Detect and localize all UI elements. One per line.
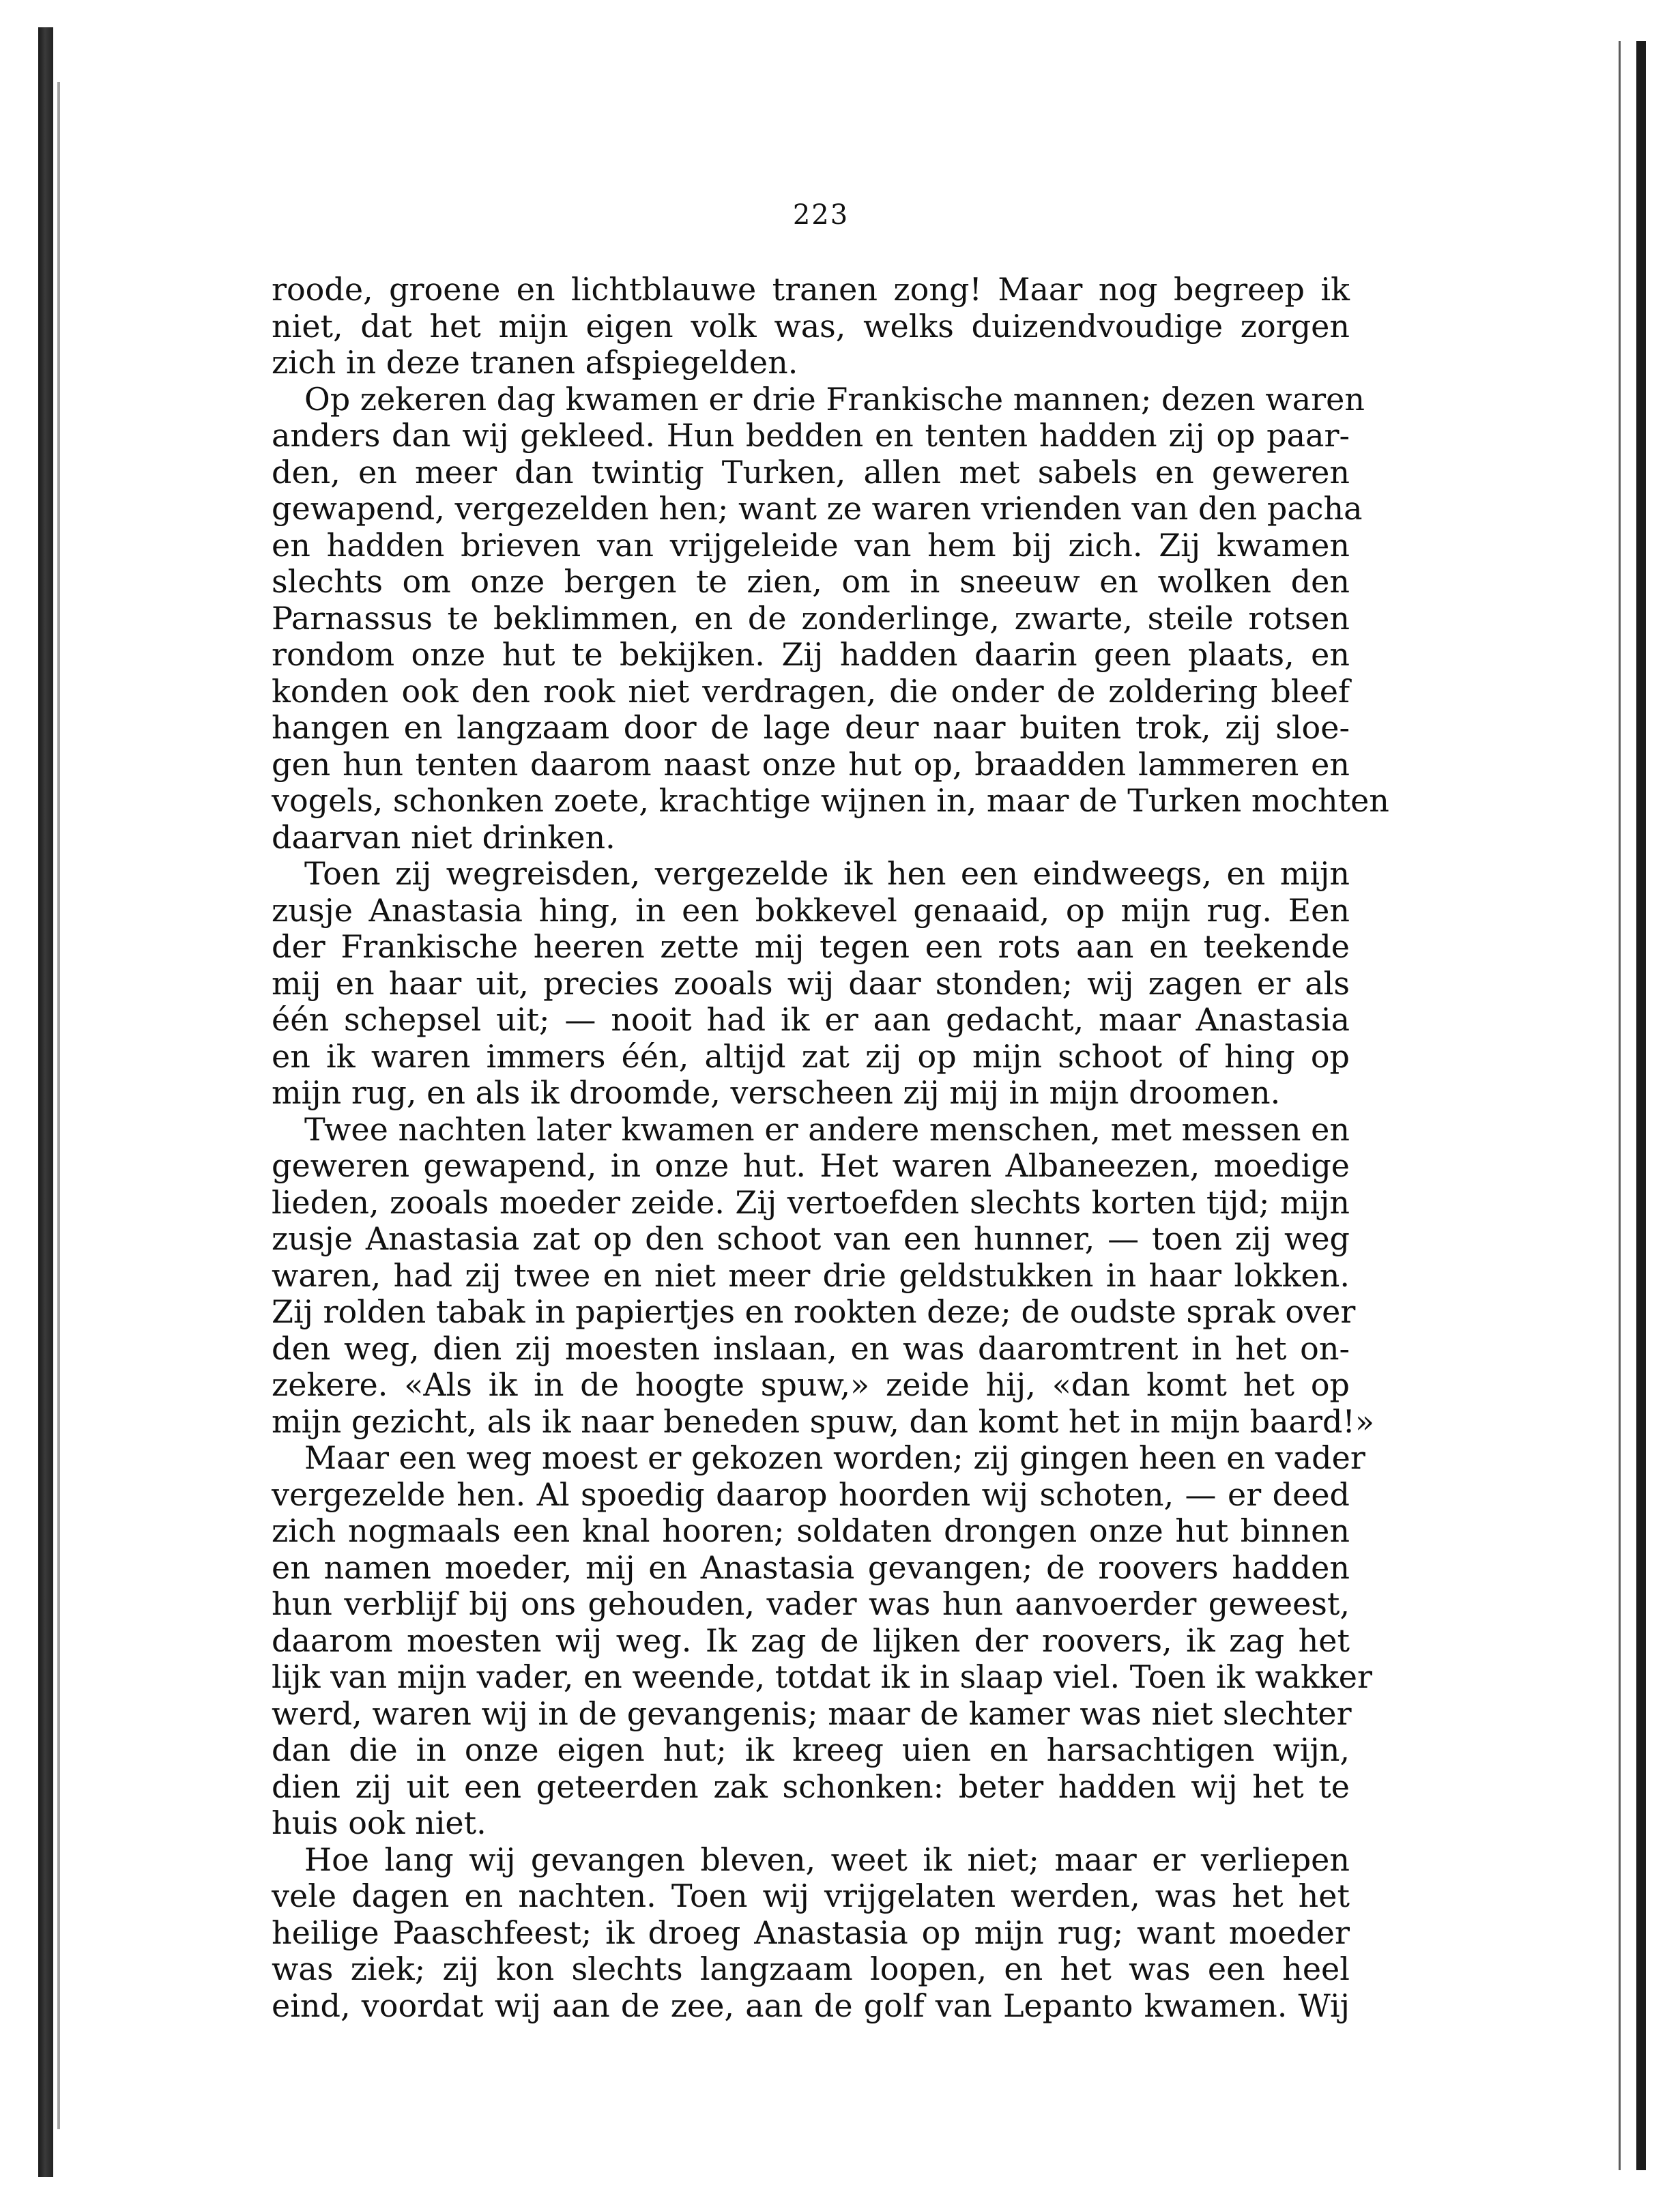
page-number: 223	[792, 199, 850, 231]
text-line: daarvan niet drinken.	[272, 818, 615, 856]
text-line: hun verblijf bij ons gehouden, vader was hun aanvoerder geweest,	[272, 1585, 1350, 1622]
text-line: daarom moesten wij weg. Ik zag de lijken der roovers, ik zag het	[272, 1622, 1350, 1659]
text-line: heilige Paaschfeest; ik droeg Anastasia op mijn rug; want moeder	[272, 1914, 1350, 1951]
page-text	[272, 271, 1389, 2024]
text-line: mijn rug, en als ik droomde, verscheen zij mij in mijn droomen.	[272, 1074, 1281, 1111]
text-line: vergezelde hen. Al spoedig daarop hoorden wij schoten, — er deed	[272, 1475, 1350, 1513]
paragraph-start-line: Hoe lang wij gevangen bleven, weet ik niet; maar er verliepen	[304, 1841, 1350, 1878]
text-line: was ziek; zij kon slechts langzaam loopen, en het was een heel	[272, 1950, 1350, 1987]
text-line: dan die in onze eigen hut; ik kreeg uien en harsachtigen wijn,	[272, 1731, 1350, 1768]
scan-right-edge-shadow	[1619, 41, 1621, 2170]
text-line: en namen moeder, mij en Anastasia gevangen; de roovers hadden	[272, 1548, 1350, 1586]
text-line: werd, waren wij in de gevangenis; maar de kamer was niet slechter	[272, 1695, 1352, 1732]
text-line: niet, dat het mijn eigen volk was, welks duizendvoudige zorgen	[272, 307, 1350, 345]
text-line: den weg, dien zij moesten inslaan, en was daaromtrent in het on-	[272, 1329, 1350, 1367]
text-line: hangen en langzaam door de lage deur naar buiten trok, zij sloe-	[272, 709, 1350, 746]
text-line: zusje Anastasia hing, in een bokkevel genaaid, op mijn rug. Een	[272, 891, 1350, 929]
text-line: lijk van mijn vader, en weende, totdat ik in slaap viel. Toen ik wakker	[272, 1658, 1372, 1695]
text-line: vele dagen en nachten. Toen wij vrijgelaten werden, was het het	[272, 1877, 1350, 1914]
text-line: geweren gewapend, in onze hut. Het waren Albaneezen, moedige	[272, 1147, 1350, 1184]
text-line: den, en meer dan twintig Turken, allen met sabels en geweren	[272, 453, 1350, 491]
text-line: waren, had zij twee en niet meer drie geldstukken in haar lokken.	[272, 1256, 1350, 1294]
text-line: huis ook niet.	[272, 1804, 487, 1841]
scan-left-edge	[38, 27, 53, 2177]
text-line: eind, voordat wij aan de zee, aan de golf van Lepanto kwamen. Wij	[272, 1987, 1350, 2024]
text-line: slechts om onze bergen te zien, om in sneeuw en wolken den	[272, 563, 1350, 600]
text-line: zich nogmaals een knal hooren; soldaten drongen onze hut binnen	[272, 1512, 1350, 1549]
scan-left-edge-shadow	[57, 82, 60, 2129]
text-line: vogels, schonken zoete, krachtige wijnen in, maar de Turken mochten	[272, 782, 1389, 819]
text-line: zekere. «Als ik in de hoogte spuw,» zeide hij, «dan komt het op	[272, 1366, 1350, 1403]
text-line: één schepsel uit; — nooit had ik er aan gedacht, maar Anastasia	[272, 1001, 1350, 1038]
text-line: zusje Anastasia zat op den schoot van een hunner, — toen zij weg	[272, 1220, 1350, 1257]
paragraph-start-line: Toen zij wegreisden, vergezelde ik hen een eindweegs, en mijn	[304, 855, 1350, 892]
text-line: en hadden brieven van vrijgeleide van hem bij zich. Zij kwamen	[272, 526, 1350, 564]
text-line: konden ook den rook niet verdragen, die onder de zoldering bleef	[272, 672, 1350, 710]
paragraph-start-line: Maar een weg moest er gekozen worden; zij gingen heen en vader	[304, 1439, 1365, 1476]
paragraph-start-line: Op zekeren dag kwamen er drie Frankische mannen; dezen waren	[304, 380, 1365, 418]
text-line: gen hun tenten daarom naast onze hut op, braadden lammeren en	[272, 745, 1350, 783]
text-line: mij en haar uit, precies zooals wij daar stonden; wij zagen er als	[272, 964, 1350, 1002]
paragraph-start-line: Twee nachten later kwamen er andere menschen, met messen en	[304, 1110, 1350, 1148]
scan-right-edge	[1636, 41, 1646, 2170]
text-line: der Frankische heeren zette mij tegen een rots aan en teekende	[272, 928, 1350, 965]
text-line: anders dan wij gekleed. Hun bedden en tenten hadden zij op paar-	[272, 417, 1350, 454]
text-line: Parnassus te beklimmen, en de zonderlinge, zwarte, steile rotsen	[272, 599, 1350, 637]
text-line: zich in deze tranen afspiegelden.	[272, 344, 798, 381]
text-line: gewapend, vergezelden hen; want ze waren vrienden van den pacha	[272, 490, 1363, 527]
text-line: en ik waren immers één, altijd zat zij op mijn schoot of hing op	[272, 1037, 1350, 1075]
text-line: lieden, zooals moeder zeide. Zij vertoefden slechts korten tijd; mijn	[272, 1183, 1350, 1221]
text-line: roode, groene en lichtblauwe tranen zong! Maar nog begreep ik	[272, 271, 1350, 308]
text-line: rondom onze hut te bekijken. Zij hadden daarin geen plaats, en	[272, 636, 1350, 673]
text-line: mijn gezicht, als ik naar beneden spuw, dan komt het in mijn baard!»	[272, 1402, 1375, 1440]
text-line: dien zij uit een geteerden zak schonken: beter hadden wij het te	[272, 1768, 1350, 1805]
text-line: Zij rolden tabak in papiertjes en rookten deze; de oudste sprak over	[272, 1293, 1356, 1330]
